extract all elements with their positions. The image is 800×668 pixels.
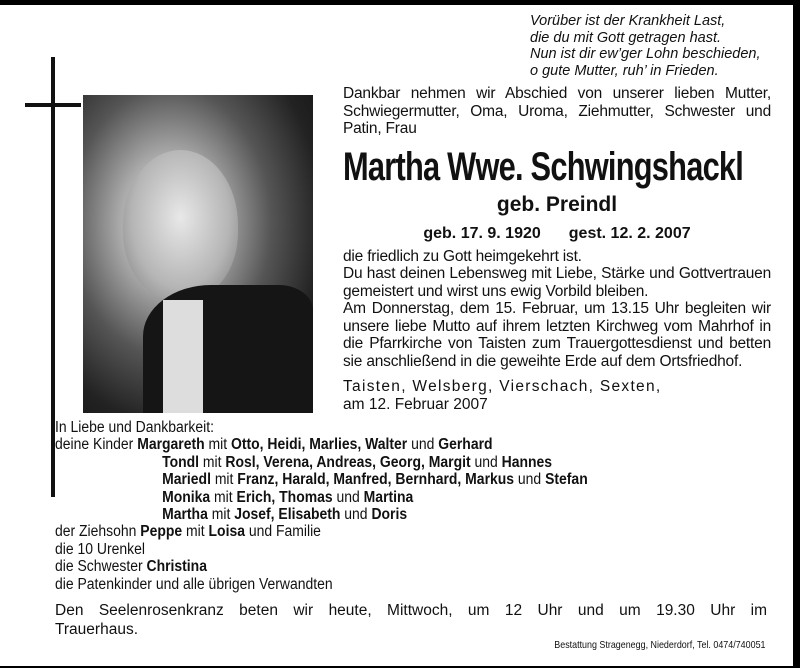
mourner-line xyxy=(55,576,719,593)
mourner-name: Martina xyxy=(363,488,414,506)
mourner-name: Mariedl xyxy=(162,471,211,489)
mourner-name: Loisa xyxy=(208,523,245,541)
body-line: die friedlich zu Gott heimgekehrt ist. xyxy=(343,247,582,265)
signature-date: am 12. Februar 2007 xyxy=(343,395,488,413)
mourner-name: Martha xyxy=(162,506,208,524)
mourner-name: Hannes xyxy=(501,453,553,471)
mourner-text: und xyxy=(340,506,372,524)
mourner-name: Josef, Elisabeth xyxy=(234,506,341,524)
mourner-name: Otto, Heidi, Marlies, Walter xyxy=(231,436,408,454)
mourner-text: mit xyxy=(210,488,237,506)
mourner-text: mit xyxy=(207,506,235,524)
deceased-name: Martha Wwe. Schwingshackl xyxy=(343,144,744,189)
mourner-name: Margareth xyxy=(137,436,205,454)
death-notice xyxy=(0,5,793,666)
mourner-line xyxy=(55,436,719,453)
signature-location xyxy=(343,378,771,413)
mourner-name: Doris xyxy=(371,506,408,524)
mourner-text: In Liebe und Dankbarkeit: xyxy=(55,419,214,436)
mourner-name: Franz, Harald, Manfred, Bernhard, Markus xyxy=(237,471,515,489)
poem-line: o gute Mutter, ruh’ in Frieden. xyxy=(530,62,719,79)
mourner-text: mit xyxy=(210,471,238,489)
body-paragraph: Du hast deinen Lebensweg mit Liebe, Stärke und Gottvertrauen gemeistert und wirst uns ewig Vorbild bleiben. xyxy=(343,265,771,300)
mourner-name: Erich, Thomas xyxy=(236,488,333,506)
mourner-text: und xyxy=(407,436,439,454)
mourner-text: mit xyxy=(199,453,226,471)
mourner-line xyxy=(55,558,719,575)
maiden-name: geb. Preindl xyxy=(496,192,618,216)
mourner-name: Rosl, Verena, Andreas, Georg, Margit xyxy=(225,453,471,471)
rosary-notice xyxy=(55,601,767,639)
poem-line: Nun ist dir ew’ger Lohn beschieden, xyxy=(530,46,761,62)
life-dates xyxy=(343,224,771,244)
right-column xyxy=(343,85,771,413)
mourner-text: und xyxy=(514,471,546,489)
body-text xyxy=(343,248,771,371)
poem-line: Vorüber ist der Krankheit Last, xyxy=(530,13,726,29)
mourner-name: Stefan xyxy=(545,471,588,489)
mourner-name: Tondl xyxy=(162,453,200,471)
mourner-text: der Ziehsohn xyxy=(55,523,141,541)
birth-date: geb. 17. 9. 1920 xyxy=(423,224,541,242)
funeral-home: Bestattung Stragenegg, Niederdorf, Tel. 0474/740051 xyxy=(553,639,765,652)
mourner-text: und xyxy=(470,453,502,471)
intro-text: Dankbar nehmen wir Abschied von unserer lieben Mutter, Schwiegermutter, Oma, Uroma, Ziehmutter, Schwester und Patin, Frau xyxy=(343,85,771,137)
mourner-name: Gerhard xyxy=(438,436,493,454)
mourner-name: Peppe xyxy=(140,523,183,541)
mourner-name: Monika xyxy=(162,488,211,506)
deceased-name-wrap xyxy=(343,144,771,190)
mourner-text: die Patenkinder und alle übrigen Verwandten xyxy=(55,575,333,593)
rosary-line: Trauerhaus. xyxy=(55,621,138,639)
mourner-line xyxy=(55,419,719,436)
mourner-text: deine Kinder xyxy=(55,436,138,454)
mourner-line xyxy=(55,489,719,506)
mourner-line xyxy=(55,541,719,558)
poem-line: die du mit Gott getragen hast. xyxy=(530,29,722,46)
mourners-list xyxy=(55,419,719,593)
mourner-line xyxy=(55,523,719,540)
mourner-line xyxy=(55,471,719,488)
mourner-name: Christina xyxy=(146,558,207,576)
mourner-line xyxy=(55,506,719,523)
mourner-text: die 10 Urenkel xyxy=(55,540,145,558)
funeral-home-wrap xyxy=(0,639,765,652)
death-date: gest. 12. 2. 2007 xyxy=(568,224,691,242)
rosary-line: Den Seelenrosenkranz beten wir heute, Mittwoch, um 12 Uhr und um 19.30 Uhr im xyxy=(55,602,767,620)
mourner-line xyxy=(55,454,719,471)
mourner-text: mit xyxy=(204,436,232,454)
mourner-text: und Familie xyxy=(244,523,321,541)
locations: Taisten, Welsberg, Vierschach, Sexten, xyxy=(343,378,662,395)
poem xyxy=(530,13,793,79)
funeral-paragraph: Am Donnerstag, dem 15. Februar, um 13.15 Uhr begleiten wir unsere liebe Mutto auf ihrem letzten Kirchweg vom Mahrhof in die Pfarrkirche von Taisten zum Trauergottesdienst und betten sie anschließend in die geweihte Erde auf dem Ortsfriedhof. xyxy=(343,300,771,370)
mourner-text: die Schwester xyxy=(55,558,147,576)
mourner-text: und xyxy=(332,488,364,506)
mourner-text: mit xyxy=(182,523,209,541)
